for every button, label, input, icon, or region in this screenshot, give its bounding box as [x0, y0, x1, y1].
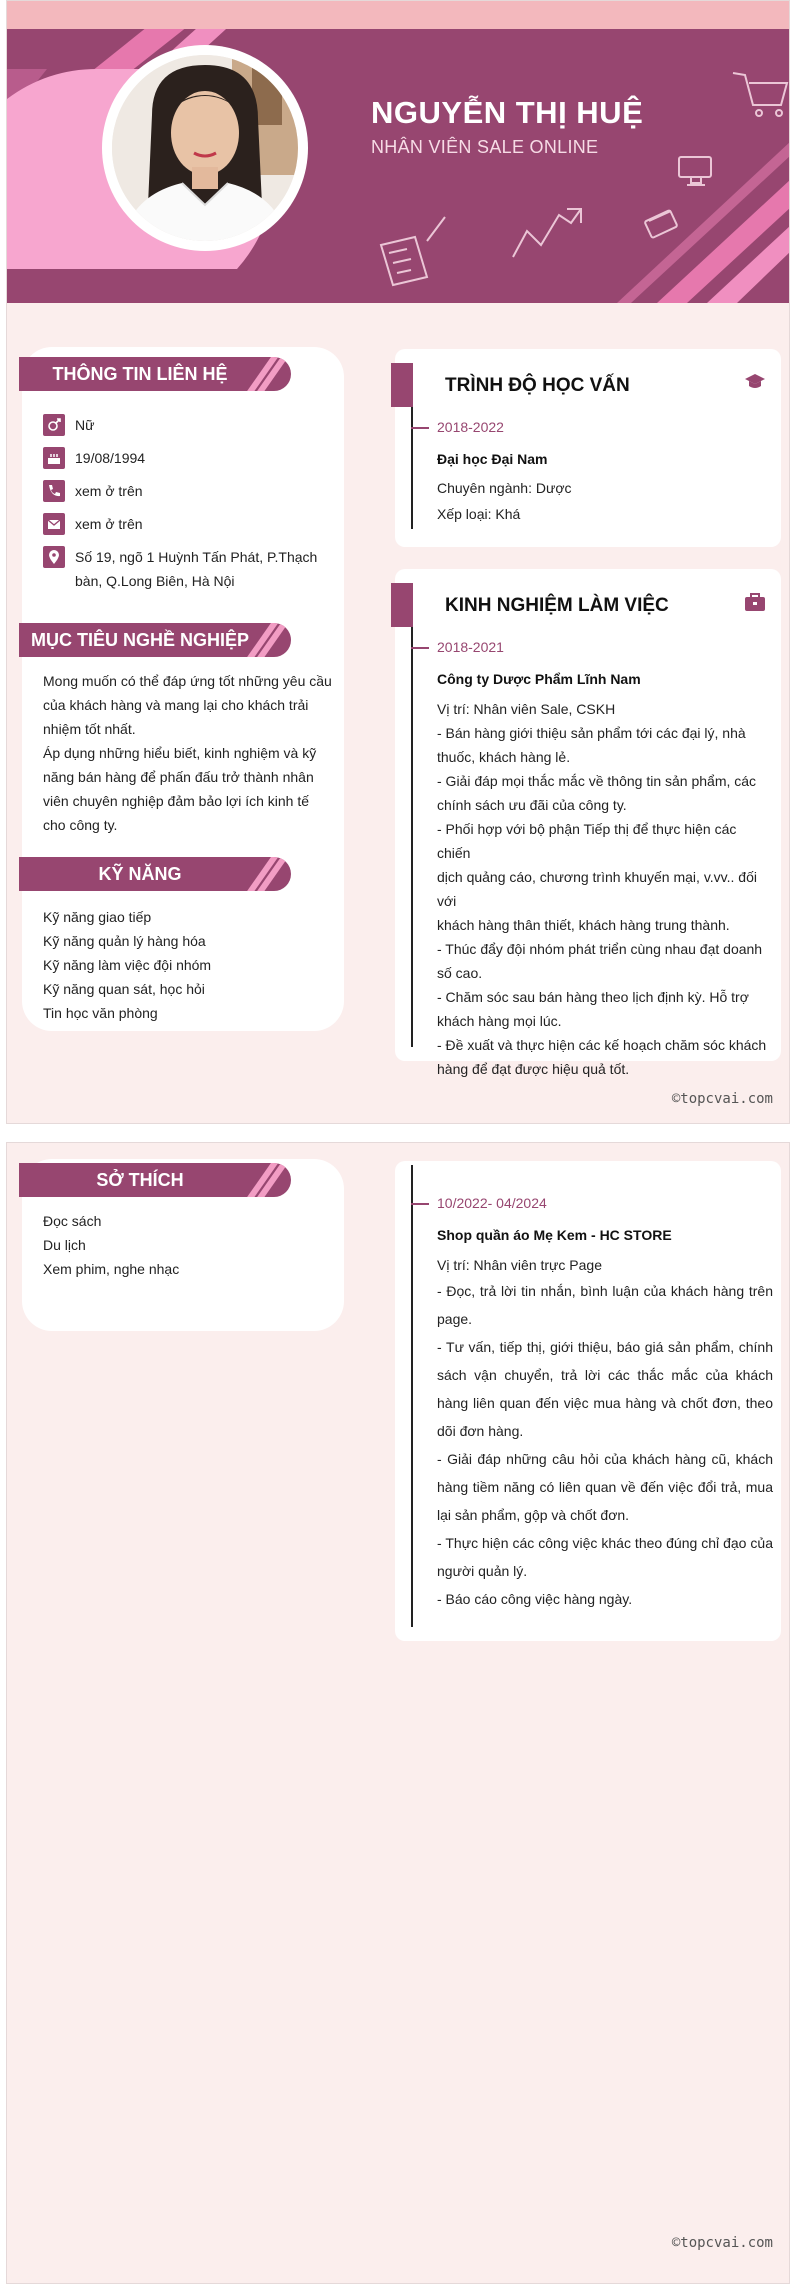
experience-accent-bar: [391, 583, 413, 627]
objective-line: của khách hàng và mang lại cho khách trải: [43, 697, 309, 713]
candidate-name: NGUYỄN THỊ HUỆ: [371, 95, 644, 130]
skill-item: Kỹ năng làm việc đội nhóm: [43, 957, 212, 973]
job2-period: 10/2022- 04/2024: [437, 1195, 547, 1211]
contact-gender: [43, 414, 94, 437]
objective-line: cho công ty.: [43, 817, 118, 833]
location-pin-icon: [43, 546, 65, 568]
job1-description: [437, 697, 773, 1081]
objective-heading: [19, 623, 291, 657]
experience-card: [395, 569, 781, 1077]
credit-card-icon: [645, 210, 678, 238]
education-grade: Xếp loại: Khá: [437, 506, 521, 522]
profile-photo: [112, 55, 298, 241]
objective-line: Mong muốn có thể đáp ứng tốt những yêu cầu: [43, 673, 332, 689]
contact-email: [43, 513, 143, 536]
job2-position: Vị trí: Nhân viên trực Page: [437, 1257, 602, 1273]
skills-list: [43, 905, 333, 1025]
phone-value: xem ở trên: [75, 483, 143, 499]
education-period: 2018-2022: [437, 419, 504, 435]
experience-timeline-continued: [411, 1165, 413, 1627]
briefcase-icon: [743, 591, 767, 613]
objective-line: viên chuyên nghiệp đảm bảo lợi ích kinh tế: [43, 793, 310, 809]
job1-line: chính sách ưu đãi của công ty.: [437, 797, 627, 813]
gender-icon: [43, 414, 65, 436]
objective-line: năng bán hàng để phấn đấu trở thành nhân: [43, 769, 314, 785]
cv-page-2: [6, 1142, 790, 2284]
job2-duty: - Tư vấn, tiếp thị, giới thiệu, báo giá sản phẩm, chính sách vận chuyển, trả lời các thắc mắc của khách hàng liên quan đến việc mua hàng và chốt đơn, theo dõi đơn hàng.: [437, 1339, 773, 1439]
skill-item: Kỹ năng quản lý hàng hóa: [43, 933, 206, 949]
skill-item: Tin học văn phòng: [43, 1005, 158, 1021]
job2-duty: - Đọc, trả lời tin nhắn, bình luận của khách hàng trên page.: [437, 1283, 773, 1327]
education-accent-bar: [391, 363, 413, 407]
monitor-icon: [679, 157, 711, 185]
skill-item: Kỹ năng quan sát, học hỏi: [43, 981, 205, 997]
cart-icon: [733, 73, 787, 116]
clipboard-icon: [381, 217, 445, 285]
experience-heading: KINH NGHIỆM LÀM VIỆC: [445, 595, 669, 616]
skill-item: Kỹ năng giao tiếp: [43, 909, 152, 925]
footer-watermark: ©topcvai.com: [671, 1091, 773, 1107]
job1-line: khách hàng mọi lúc.: [437, 1013, 562, 1029]
job2-duty: - Báo cáo công việc hàng ngày.: [437, 1591, 633, 1607]
email-value: xem ở trên: [75, 516, 143, 532]
email-icon: [43, 513, 65, 535]
address-line-1: Số 19, ngõ 1 Huỳnh Tấn Phát, P.Thạch: [75, 549, 318, 565]
gender-value: Nữ: [75, 417, 95, 433]
header-banner: [7, 29, 789, 303]
job1-line: - Bán hàng giới thiệu sản phẩm tới các đại lý, nhà: [437, 725, 746, 741]
objective-line: nhiệm tốt nhất.: [43, 721, 136, 737]
graduation-cap-icon: [743, 371, 767, 393]
hobbies-heading-label: SỞ THÍCH: [96, 1170, 184, 1190]
experience-card-continued: [395, 1161, 781, 1641]
job1-line: thuốc, khách hàng lẻ.: [437, 749, 571, 765]
birthday-value: 19/08/1994: [75, 450, 146, 466]
skills-heading: [19, 857, 291, 891]
contact-phone: [43, 480, 143, 503]
job1-line: số cao.: [437, 965, 483, 981]
job1-line: Vị trí: Nhân viên Sale, CSKH: [437, 701, 616, 717]
top-bar: [7, 1, 789, 29]
skills-heading-label: KỸ NĂNG: [98, 864, 182, 884]
contact-heading: [19, 357, 291, 391]
profile-photo-frame: [102, 45, 308, 251]
job1-line: - Giải đáp mọi thắc mắc về thông tin sản phẩm, các: [437, 773, 757, 789]
objective-heading-label: MỤC TIÊU NGHỀ NGHIỆP: [30, 630, 249, 650]
hobbies-list: [43, 1209, 333, 1281]
job1-line: - Phối hợp với bộ phận Tiếp thị để thực hiện các chiến: [437, 821, 737, 861]
education-school: Đại học Đại Nam: [437, 451, 548, 467]
job1-line: - Đề xuất và thực hiện các kế hoạch chăm sóc khách: [437, 1037, 767, 1053]
job1-line: hàng để đạt được hiệu quả tốt.: [437, 1061, 630, 1077]
contact-birthday: [43, 447, 145, 470]
job1-line: - Chăm sóc sau bán hàng theo lịch định kỳ. Hỗ trợ: [437, 989, 749, 1005]
job1-line: khách hàng thân thiết, khách hàng trung thành.: [437, 917, 730, 933]
job1-line: - Thúc đẩy đội nhóm phát triển cùng nhau đạt doanh: [437, 941, 763, 957]
job2-duties: [437, 1277, 773, 1613]
education-major: Chuyên ngành: Dược: [437, 480, 572, 496]
hobbies-heading: [19, 1163, 291, 1197]
cv-page-1: [6, 0, 790, 1124]
candidate-job-title: NHÂN VIÊN SALE ONLINE: [371, 137, 599, 157]
hobby-item: Đọc sách: [43, 1213, 102, 1229]
education-heading: TRÌNH ĐỘ HỌC VẤN: [445, 375, 630, 396]
birthday-cake-icon: [43, 447, 65, 469]
growth-chart-icon: [513, 209, 581, 257]
experience-timeline: [411, 627, 413, 1047]
job1-period: 2018-2021: [437, 639, 504, 655]
job1-company: Công ty Dược Phẩm Lĩnh Nam: [437, 671, 641, 687]
phone-icon: [43, 480, 65, 502]
objective-line: Áp dụng những hiểu biết, kinh nghiệm và kỹ: [43, 745, 317, 761]
address-line-2: bàn, Q.Long Biên, Hà Nội: [75, 573, 235, 589]
education-card: [395, 349, 781, 547]
hobby-item: Xem phim, nghe nhạc: [43, 1261, 180, 1277]
hobby-item: Du lịch: [43, 1237, 86, 1253]
objective-text: [43, 669, 333, 837]
footer-watermark: ©topcvai.com: [671, 2235, 773, 2251]
education-timeline: [411, 407, 413, 529]
contact-heading-label: THÔNG TIN LIÊN HỆ: [52, 364, 228, 384]
job2-duty: - Giải đáp những câu hỏi của khách hàng cũ, khách hàng tiềm năng có liên quan về đến việc đổi trả, mua lại sản phẩm, gộp và chốt đơn.: [437, 1451, 773, 1523]
job2-duty: - Thực hiện các công việc khác theo đúng chỉ đạo của người quản lý.: [437, 1535, 773, 1579]
contact-address: [43, 546, 317, 593]
job1-line: dịch quảng cáo, chương trình khuyến mại, v.vv.. đối với: [437, 869, 757, 909]
job2-company: Shop quần áo Mẹ Kem - HC STORE: [437, 1227, 672, 1243]
